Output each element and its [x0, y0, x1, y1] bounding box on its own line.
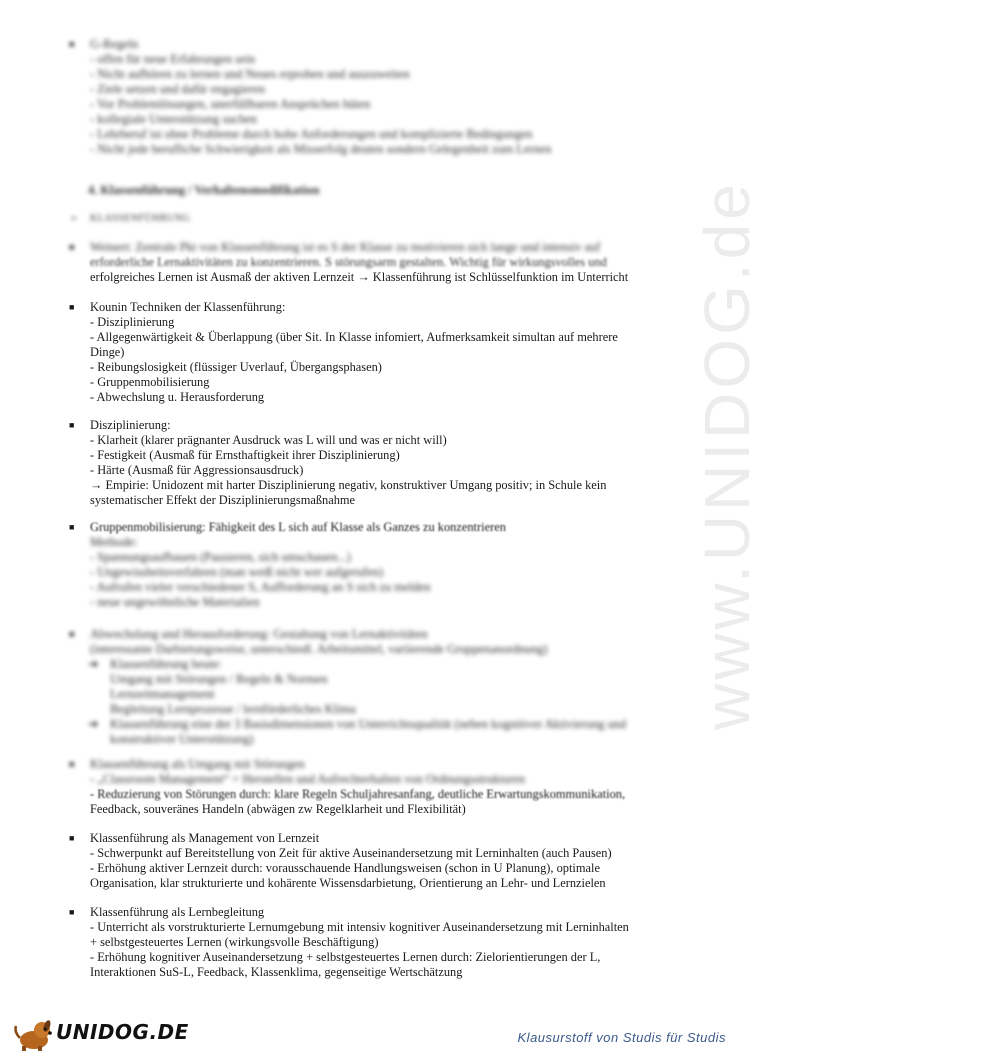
text-line: + selbstgesteuertes Lernen (wirkungsvolle Beschäftigung)	[90, 935, 379, 949]
blurred-line: - Ziele setzen und dafür engagieren	[90, 82, 266, 96]
blurred-section-heading: 4. Klassenführung / Verhaltensmodifikation	[88, 183, 320, 197]
blurred-line: - Nicht jede berufliche Schwierigkeit als Misserfolg deuten sondern Gelegenheit zum Lernen	[90, 142, 552, 156]
blurred-line: - Ungewissheitsverfahren (man weiß nicht wer aufgerufen)	[90, 565, 384, 579]
lernbegleitung-paragraph	[69, 905, 692, 980]
gruppenmobilisierung-paragraph	[69, 520, 692, 610]
watermark: www.UNIDOG.de	[691, 180, 763, 730]
blurred-line: Weinert: Zentrale Pkt von Klassenführung ist es S der Klasse zu motivieren sich lange und intensiv auf	[90, 240, 601, 254]
stoerungen-paragraph	[69, 757, 692, 817]
text-line: - Festigkeit (Ausmaß für Ernsthaftigkeit ihrer Disziplinierung)	[90, 448, 400, 462]
blurred-line: erforderliche Lernaktivitäten zu konzentrieren. S störungsarm gestalten. Wichtig für wirkungsvolles und	[90, 255, 607, 269]
logo-text: UNIDOG.DE	[56, 1020, 189, 1044]
text-line: erfolgreiches Lernen ist Ausmaß der aktiven Lernzeit → Klassenführung ist Schlüsselfunktion im Unterricht	[90, 270, 629, 284]
bullet-icon: ■	[69, 629, 75, 639]
text-line: Kounin Techniken der Klassenführung:	[90, 300, 286, 314]
text-line: - Reibungslosigkeit (flüssiger Uverlauf, Übergangsphasen)	[90, 360, 382, 374]
text-line: Interaktionen SuS-L, Feedback, Klassenklima, gegenseitige Wertschätzung	[90, 965, 463, 979]
blurred-line: - Spannungsaufbauen (Pausieren, sich umschauen...)	[90, 550, 351, 564]
bullet-icon: ■	[69, 833, 75, 843]
blurred-line: Klassenführung eine der 3 Basisdimensionen von Unterrichtsqualität (neben kognitiver Aktivierung und	[110, 717, 627, 731]
blurred-line: Abwechslung und Herausforderung: Gestaltung von Lernaktivitäten	[90, 627, 428, 641]
text-line: Klassenführung als Management von Lernzeit	[90, 831, 320, 845]
footer-tagline: Klausurstoff von Studis für Studis	[517, 1030, 726, 1045]
arrow-icon: ➔	[88, 717, 99, 731]
text-line: Gruppenmobilisierung: Fähigkeit des L sich auf Klasse als Ganzes zu konzentrieren	[90, 520, 506, 534]
bullet-icon: ■	[69, 39, 75, 49]
blurred-subheading: ➢ KLASSENFÜHRUNG	[70, 213, 191, 224]
blurred-line: - „Classroom Management“ = Herstellen und Aufrechterhalten von Ordnungsstrukturen	[90, 772, 526, 786]
blurred-line: konstruktiver Unterstützung)	[110, 732, 254, 746]
text-line: Klassenführung als Lernbegleitung	[90, 905, 265, 919]
text-line: - Erhöhung aktiver Lernzeit durch: vorausschauende Handlungsweisen (schon in U Planung), optimale	[90, 861, 600, 875]
text-line: Feedback, souveränes Handeln (abwägen zw Regelklarheit und Flexibilität)	[90, 802, 466, 816]
bullet-icon: ■	[69, 242, 75, 252]
text-line: Organisation, klar strukturierte und kohärente Wissensdarbietung, Orientierung an Lehr- und Lernzielen	[90, 876, 606, 890]
blurred-line: Methode:	[90, 535, 138, 549]
blurred-line: - Nicht aufhören zu lernen und Neues erproben und auszuweiten	[90, 67, 410, 81]
text-line: - Gruppenmobilisierung	[90, 375, 210, 389]
text-line: - Erhöhung kognitiver Auseinandersetzung + selbstgesteuertes Lernen durch: Zielorientierungen der L,	[90, 950, 601, 964]
text-line: - Schwerpunkt auf Bereitstellung von Zeit für aktive Auseinandersetzung mit Lerninhalten (auch Pausen)	[90, 846, 612, 860]
text-line: - Klarheit (klarer prägnanter Ausdruck was L will und was er nicht will)	[90, 433, 447, 447]
intro-paragraph	[69, 240, 692, 285]
text-line: - Disziplinierung	[90, 315, 175, 329]
disziplinierung-paragraph	[69, 418, 692, 508]
blurred-line: Umgang mit Störungen / Regeln & Normen	[110, 672, 328, 686]
kounin-paragraph	[69, 300, 692, 405]
unidog-logo[interactable]	[12, 1016, 189, 1052]
blurred-line: - neue ungewöhnliche Materialien	[90, 595, 260, 609]
bullet-icon: ■	[69, 759, 75, 769]
bullet-icon: ■	[69, 907, 75, 917]
text-line: - Allgegenwärtigkeit & Überlappung (über Sit. In Klasse infomiert, Aufmerksamkeit simultan auf mehrere	[90, 330, 618, 344]
blurred-line: Klassenführung als Umgang mit Störungen	[90, 757, 305, 771]
blurred-line: - offen für neue Erfahrungen sein	[90, 52, 256, 66]
blurred-line: - Lehrberuf ist ohne Probleme durch hohe Anforderungen und komplizierte Bedingungen	[90, 127, 533, 141]
arrow-bullet-icon: ➢	[70, 213, 78, 223]
arrow-icon: ➔	[88, 657, 99, 671]
dog-icon	[12, 1016, 56, 1052]
text-line: → Empirie: Unidozent mit harter Disziplinierung negativ, konstruktiver Umgang positiv; in Schule kein	[90, 478, 607, 492]
text-line: Disziplinierung:	[90, 418, 171, 432]
blurred-line: - Vor Problemlösungen, unerfüllbaren Ansprüchen hüten	[90, 97, 371, 111]
blurred-line: G-Regeln	[90, 37, 139, 51]
blurred-line: - Aufrufen vieler verschiedener S, Aufforderung an S sich zu melden	[90, 580, 431, 594]
bullet-icon: ■	[69, 522, 75, 532]
blurred-line: Lernzeitmanagement	[110, 687, 215, 701]
blurred-line: Begleitung Lernprozesse / lernförderliches Klima	[110, 702, 356, 716]
text-line: systematischer Effekt der Disziplinierungsmaßnahme	[90, 493, 356, 507]
text-line: Dinge)	[90, 345, 125, 359]
lernzeit-paragraph	[69, 831, 692, 891]
text-line: - Unterricht als vorstrukturierte Lernumgebung mit intensiv kognitiver Auseinandersetzung mit Lerninhalten	[90, 920, 629, 934]
abwechslung-paragraph	[69, 627, 692, 747]
bullet-icon: ■	[69, 302, 75, 312]
blurred-line: (interessante Darbietungsweise, unterschiedl. Arbeitsmittel, variierende Gruppenanordnung)	[90, 642, 548, 656]
text-line: - Abwechslung u. Herausforderung	[90, 390, 265, 404]
blurred-rules-block	[69, 37, 692, 157]
blurred-line: - kollegiale Unterstützung suchen	[90, 112, 257, 126]
text-line: - Reduzierung von Störungen durch: klare Regeln Schuljahresanfang, deutliche Erwartungskommunikation,	[90, 787, 626, 801]
blurred-line: Klassenführung heute:	[110, 657, 222, 671]
bullet-icon: ■	[69, 420, 75, 430]
text-line: - Härte (Ausmaß für Aggressionsausdruck)	[90, 463, 304, 477]
